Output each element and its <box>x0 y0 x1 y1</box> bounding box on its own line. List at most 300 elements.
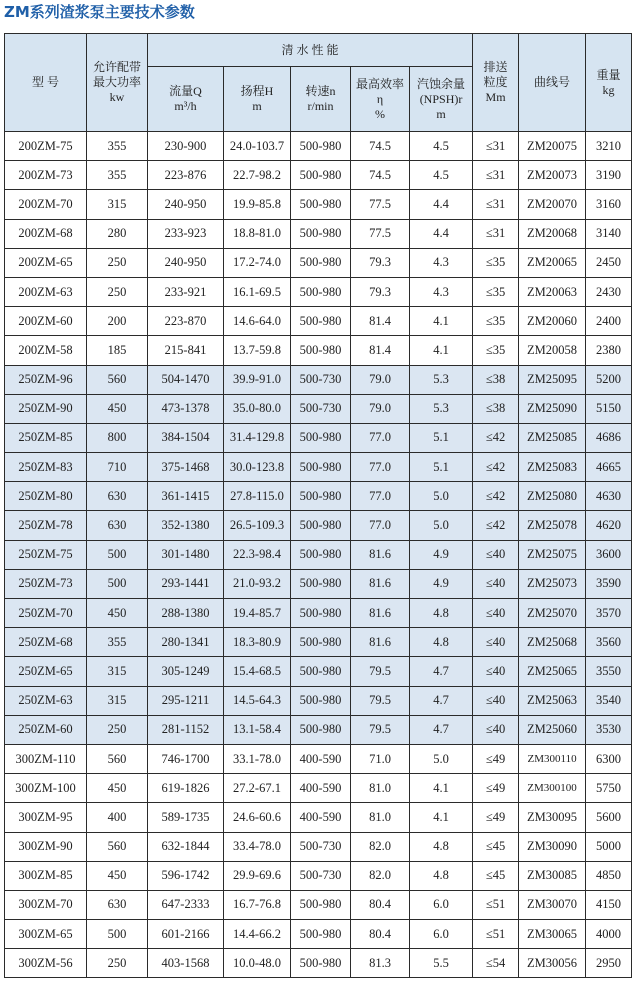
cell-head: 30.0-123.8 <box>224 453 291 482</box>
table-row <box>5 890 632 919</box>
cell-power: 500 <box>87 569 148 598</box>
table-row <box>5 161 632 190</box>
cell-npsh: 5.1 <box>410 453 473 482</box>
cell-power: 400 <box>87 803 148 832</box>
cell-curve: ZM20065 <box>519 248 586 277</box>
cell-npsh: 5.0 <box>410 511 473 540</box>
cell-flow: 295-1211 <box>148 686 224 715</box>
cell-model: 300ZM-110 <box>5 744 87 773</box>
cell-power: 355 <box>87 132 148 161</box>
header-weight-line1: 重量 <box>596 67 621 82</box>
cell-head: 26.5-109.3 <box>224 511 291 540</box>
cell-head: 21.0-93.2 <box>224 569 291 598</box>
cell-speed: 500-980 <box>291 423 351 452</box>
cell-model: 300ZM-95 <box>5 803 87 832</box>
cell-particle: ≤40 <box>473 715 519 744</box>
cell-model: 250ZM-70 <box>5 599 87 628</box>
cell-power: 185 <box>87 336 148 365</box>
cell-speed: 500-980 <box>291 453 351 482</box>
cell-curve: ZM20073 <box>519 161 586 190</box>
cell-particle: ≤38 <box>473 365 519 394</box>
table-row <box>5 861 632 890</box>
cell-npsh: 6.0 <box>410 920 473 949</box>
cell-power: 630 <box>87 482 148 511</box>
cell-model: 200ZM-60 <box>5 307 87 336</box>
header-flow <box>148 67 224 132</box>
cell-power: 560 <box>87 744 148 773</box>
cell-weight: 3210 <box>586 132 632 161</box>
cell-speed: 500-980 <box>291 890 351 919</box>
cell-efficiency: 74.5 <box>351 161 410 190</box>
cell-speed: 500-730 <box>291 861 351 890</box>
cell-efficiency: 81.4 <box>351 307 410 336</box>
header-speed-unit: r/min <box>307 99 334 113</box>
header-speed-label: 转速n <box>305 84 336 98</box>
cell-particle: ≤35 <box>473 307 519 336</box>
cell-curve: ZM25063 <box>519 686 586 715</box>
cell-efficiency: 80.4 <box>351 890 410 919</box>
cell-head: 14.5-64.3 <box>224 686 291 715</box>
table-row <box>5 628 632 657</box>
cell-flow: 281-1152 <box>148 715 224 744</box>
cell-curve: ZM25075 <box>519 540 586 569</box>
cell-model: 250ZM-90 <box>5 394 87 423</box>
table-row <box>5 132 632 161</box>
cell-curve: ZM300100 <box>519 774 586 803</box>
cell-head: 24.0-103.7 <box>224 132 291 161</box>
cell-curve: ZM30090 <box>519 832 586 861</box>
cell-particle: ≤40 <box>473 686 519 715</box>
header-particle-unit: Mm <box>485 90 506 104</box>
cell-speed: 500-980 <box>291 628 351 657</box>
table-row <box>5 307 632 336</box>
cell-head: 16.7-76.8 <box>224 890 291 919</box>
table-row <box>5 365 632 394</box>
cell-head: 22.7-98.2 <box>224 161 291 190</box>
cell-power: 250 <box>87 277 148 306</box>
cell-efficiency: 79.3 <box>351 248 410 277</box>
cell-npsh: 5.0 <box>410 744 473 773</box>
cell-efficiency: 81.6 <box>351 540 410 569</box>
cell-efficiency: 81.0 <box>351 803 410 832</box>
cell-npsh: 4.3 <box>410 248 473 277</box>
cell-model: 200ZM-75 <box>5 132 87 161</box>
header-efficiency-symbol: η <box>376 91 384 106</box>
cell-flow: 589-1735 <box>148 803 224 832</box>
cell-model: 300ZM-70 <box>5 890 87 919</box>
cell-efficiency: 82.0 <box>351 832 410 861</box>
cell-npsh: 4.1 <box>410 307 473 336</box>
cell-speed: 500-980 <box>291 949 351 978</box>
cell-weight: 2380 <box>586 336 632 365</box>
cell-npsh: 5.5 <box>410 949 473 978</box>
cell-curve: ZM25068 <box>519 628 586 657</box>
cell-curve: ZM300110 <box>519 744 586 773</box>
cell-flow: 647-2333 <box>148 890 224 919</box>
cell-particle: ≤49 <box>473 803 519 832</box>
cell-npsh: 4.8 <box>410 861 473 890</box>
cell-particle: ≤40 <box>473 540 519 569</box>
cell-power: 315 <box>87 190 148 219</box>
table-row <box>5 569 632 598</box>
cell-particle: ≤38 <box>473 394 519 423</box>
cell-model: 250ZM-63 <box>5 686 87 715</box>
cell-efficiency: 81.3 <box>351 949 410 978</box>
cell-curve: ZM30085 <box>519 861 586 890</box>
table-row <box>5 482 632 511</box>
cell-model: 250ZM-85 <box>5 423 87 452</box>
cell-power: 355 <box>87 161 148 190</box>
cell-npsh: 4.8 <box>410 832 473 861</box>
cell-efficiency: 79.5 <box>351 715 410 744</box>
table-row <box>5 599 632 628</box>
cell-curve: ZM20063 <box>519 277 586 306</box>
cell-npsh: 4.7 <box>410 686 473 715</box>
cell-npsh: 5.1 <box>410 423 473 452</box>
cell-weight: 2950 <box>586 949 632 978</box>
cell-power: 500 <box>87 540 148 569</box>
cell-power: 250 <box>87 715 148 744</box>
table-row <box>5 394 632 423</box>
cell-speed: 500-980 <box>291 161 351 190</box>
cell-flow: 596-1742 <box>148 861 224 890</box>
cell-weight: 3540 <box>586 686 632 715</box>
cell-particle: ≤40 <box>473 657 519 686</box>
cell-speed: 500-730 <box>291 394 351 423</box>
cell-curve: ZM30070 <box>519 890 586 919</box>
header-model: 型 号 <box>5 34 87 132</box>
cell-weight: 5200 <box>586 365 632 394</box>
header-curve: 曲线号 <box>519 34 586 132</box>
cell-flow: 403-1568 <box>148 949 224 978</box>
cell-flow: 223-876 <box>148 161 224 190</box>
cell-particle: ≤31 <box>473 161 519 190</box>
cell-flow: 240-950 <box>148 190 224 219</box>
cell-particle: ≤35 <box>473 248 519 277</box>
header-head-label: 扬程H <box>240 84 274 98</box>
cell-efficiency: 77.5 <box>351 219 410 248</box>
cell-power: 315 <box>87 657 148 686</box>
cell-weight: 3190 <box>586 161 632 190</box>
cell-model: 250ZM-60 <box>5 715 87 744</box>
cell-speed: 500-980 <box>291 569 351 598</box>
cell-particle: ≤31 <box>473 132 519 161</box>
cell-flow: 632-1844 <box>148 832 224 861</box>
table-row <box>5 423 632 452</box>
cell-flow: 352-1380 <box>148 511 224 540</box>
cell-weight: 3570 <box>586 599 632 628</box>
cell-model: 300ZM-90 <box>5 832 87 861</box>
cell-speed: 500-980 <box>291 219 351 248</box>
cell-particle: ≤45 <box>473 861 519 890</box>
cell-speed: 500-980 <box>291 248 351 277</box>
cell-flow: 215-841 <box>148 336 224 365</box>
cell-power: 630 <box>87 511 148 540</box>
cell-head: 18.3-80.9 <box>224 628 291 657</box>
cell-speed: 500-980 <box>291 277 351 306</box>
cell-power: 200 <box>87 307 148 336</box>
cell-power: 710 <box>87 453 148 482</box>
cell-power: 630 <box>87 890 148 919</box>
cell-particle: ≤49 <box>473 744 519 773</box>
cell-power: 560 <box>87 365 148 394</box>
header-npsh-unit: m <box>436 106 446 121</box>
header-efficiency-unit: % <box>375 106 385 121</box>
cell-flow: 293-1441 <box>148 569 224 598</box>
table-row <box>5 686 632 715</box>
cell-speed: 500-980 <box>291 482 351 511</box>
cell-head: 27.8-115.0 <box>224 482 291 511</box>
cell-efficiency: 81.0 <box>351 774 410 803</box>
cell-head: 10.0-48.0 <box>224 949 291 978</box>
cell-head: 33.1-78.0 <box>224 744 291 773</box>
cell-speed: 500-980 <box>291 657 351 686</box>
cell-particle: ≤40 <box>473 599 519 628</box>
cell-particle: ≤42 <box>473 453 519 482</box>
cell-weight: 6300 <box>586 744 632 773</box>
cell-power: 355 <box>87 628 148 657</box>
cell-speed: 500-980 <box>291 540 351 569</box>
cell-speed: 500-980 <box>291 336 351 365</box>
cell-weight: 3530 <box>586 715 632 744</box>
cell-efficiency: 79.0 <box>351 365 410 394</box>
cell-weight: 5150 <box>586 394 632 423</box>
cell-particle: ≤42 <box>473 511 519 540</box>
cell-particle: ≤49 <box>473 774 519 803</box>
cell-particle: ≤40 <box>473 628 519 657</box>
cell-particle: ≤42 <box>473 482 519 511</box>
cell-efficiency: 81.4 <box>351 336 410 365</box>
cell-power: 250 <box>87 248 148 277</box>
cell-flow: 601-2166 <box>148 920 224 949</box>
cell-curve: ZM25095 <box>519 365 586 394</box>
cell-weight: 4150 <box>586 890 632 919</box>
cell-model: 250ZM-96 <box>5 365 87 394</box>
header-power <box>87 34 148 132</box>
cell-curve: ZM25073 <box>519 569 586 598</box>
cell-npsh: 4.7 <box>410 715 473 744</box>
cell-model: 300ZM-100 <box>5 774 87 803</box>
cell-npsh: 4.7 <box>410 657 473 686</box>
table-row <box>5 511 632 540</box>
cell-efficiency: 77.0 <box>351 423 410 452</box>
cell-head: 22.3-98.4 <box>224 540 291 569</box>
cell-power: 450 <box>87 861 148 890</box>
cell-weight: 5000 <box>586 832 632 861</box>
cell-particle: ≤40 <box>473 569 519 598</box>
cell-curve: ZM25070 <box>519 599 586 628</box>
cell-model: 300ZM-56 <box>5 949 87 978</box>
cell-head: 24.6-60.6 <box>224 803 291 832</box>
cell-head: 15.4-68.5 <box>224 657 291 686</box>
cell-flow: 233-921 <box>148 277 224 306</box>
cell-particle: ≤54 <box>473 949 519 978</box>
cell-weight: 3140 <box>586 219 632 248</box>
cell-particle: ≤35 <box>473 336 519 365</box>
cell-curve: ZM20060 <box>519 307 586 336</box>
cell-model: 250ZM-78 <box>5 511 87 540</box>
header-head-unit: m <box>252 99 262 113</box>
cell-flow: 240-950 <box>148 248 224 277</box>
cell-weight: 3160 <box>586 190 632 219</box>
cell-weight: 5600 <box>586 803 632 832</box>
cell-curve: ZM25085 <box>519 423 586 452</box>
cell-particle: ≤45 <box>473 832 519 861</box>
cell-model: 200ZM-65 <box>5 248 87 277</box>
cell-speed: 500-980 <box>291 686 351 715</box>
cell-weight: 2400 <box>586 307 632 336</box>
cell-power: 280 <box>87 219 148 248</box>
cell-efficiency: 77.5 <box>351 190 410 219</box>
cell-weight: 5750 <box>586 774 632 803</box>
cell-curve: ZM30065 <box>519 920 586 949</box>
cell-model: 250ZM-68 <box>5 628 87 657</box>
cell-model: 200ZM-70 <box>5 190 87 219</box>
cell-npsh: 4.1 <box>410 336 473 365</box>
cell-power: 315 <box>87 686 148 715</box>
cell-efficiency: 79.3 <box>351 277 410 306</box>
cell-flow: 233-923 <box>148 219 224 248</box>
table-row <box>5 744 632 773</box>
cell-head: 33.4-78.0 <box>224 832 291 861</box>
cell-model: 250ZM-75 <box>5 540 87 569</box>
cell-weight: 2450 <box>586 248 632 277</box>
cell-power: 450 <box>87 394 148 423</box>
header-power-line1: 允许配带 <box>92 60 141 74</box>
cell-flow: 223-870 <box>148 307 224 336</box>
cell-particle: ≤31 <box>473 190 519 219</box>
cell-weight: 4000 <box>586 920 632 949</box>
cell-curve: ZM20058 <box>519 336 586 365</box>
header-flow-label: 流量Q <box>169 84 202 98</box>
cell-npsh: 5.3 <box>410 365 473 394</box>
table-body <box>5 132 632 978</box>
cell-flow: 504-1470 <box>148 365 224 394</box>
cell-head: 27.2-67.1 <box>224 774 291 803</box>
cell-head: 16.1-69.5 <box>224 277 291 306</box>
cell-flow: 746-1700 <box>148 744 224 773</box>
header-flow-unit: m³/h <box>174 99 197 113</box>
cell-efficiency: 77.0 <box>351 511 410 540</box>
cell-npsh: 4.1 <box>410 803 473 832</box>
cell-npsh: 4.4 <box>410 219 473 248</box>
cell-npsh: 4.9 <box>410 569 473 598</box>
table-row <box>5 774 632 803</box>
cell-curve: ZM25060 <box>519 715 586 744</box>
cell-model: 300ZM-65 <box>5 920 87 949</box>
cell-model: 250ZM-73 <box>5 569 87 598</box>
cell-npsh: 4.5 <box>410 132 473 161</box>
header-clear-water: 清 水 性 能 <box>148 34 473 67</box>
cell-head: 18.8-81.0 <box>224 219 291 248</box>
cell-efficiency: 74.5 <box>351 132 410 161</box>
cell-efficiency: 81.6 <box>351 599 410 628</box>
cell-particle: ≤51 <box>473 920 519 949</box>
cell-flow: 384-1504 <box>148 423 224 452</box>
cell-particle: ≤42 <box>473 423 519 452</box>
cell-curve: ZM25080 <box>519 482 586 511</box>
cell-power: 500 <box>87 920 148 949</box>
cell-curve: ZM30095 <box>519 803 586 832</box>
cell-flow: 280-1341 <box>148 628 224 657</box>
cell-speed: 500-980 <box>291 307 351 336</box>
cell-head: 14.4-66.2 <box>224 920 291 949</box>
cell-head: 13.1-58.4 <box>224 715 291 744</box>
cell-efficiency: 79.0 <box>351 394 410 423</box>
cell-head: 39.9-91.0 <box>224 365 291 394</box>
table-row <box>5 540 632 569</box>
cell-efficiency: 77.0 <box>351 482 410 511</box>
cell-curve: ZM20070 <box>519 190 586 219</box>
header-efficiency <box>351 67 410 132</box>
cell-head: 35.0-80.0 <box>224 394 291 423</box>
cell-head: 29.9-69.6 <box>224 861 291 890</box>
cell-efficiency: 71.0 <box>351 744 410 773</box>
cell-model: 250ZM-83 <box>5 453 87 482</box>
cell-speed: 500-980 <box>291 599 351 628</box>
cell-model: 200ZM-73 <box>5 161 87 190</box>
cell-weight: 3550 <box>586 657 632 686</box>
cell-npsh: 4.3 <box>410 277 473 306</box>
table-row <box>5 920 632 949</box>
cell-flow: 375-1468 <box>148 453 224 482</box>
cell-weight: 2430 <box>586 277 632 306</box>
cell-weight: 4630 <box>586 482 632 511</box>
cell-flow: 305-1249 <box>148 657 224 686</box>
table-row <box>5 949 632 978</box>
cell-npsh: 4.9 <box>410 540 473 569</box>
cell-npsh: 4.4 <box>410 190 473 219</box>
cell-flow: 361-1415 <box>148 482 224 511</box>
cell-npsh: 4.1 <box>410 774 473 803</box>
table-row <box>5 832 632 861</box>
cell-efficiency: 80.4 <box>351 920 410 949</box>
cell-model: 300ZM-85 <box>5 861 87 890</box>
cell-efficiency: 82.0 <box>351 861 410 890</box>
cell-curve: ZM25090 <box>519 394 586 423</box>
cell-head: 19.9-85.8 <box>224 190 291 219</box>
table-row <box>5 248 632 277</box>
cell-speed: 500-980 <box>291 132 351 161</box>
cell-efficiency: 81.6 <box>351 569 410 598</box>
cell-efficiency: 81.6 <box>351 628 410 657</box>
cell-speed: 500-980 <box>291 511 351 540</box>
header-particle <box>473 34 519 132</box>
page-title: ZM系列渣浆泵主要技术参数 <box>4 3 195 21</box>
header-power-line2: 最大功率 <box>92 75 141 89</box>
table-row <box>5 453 632 482</box>
cell-npsh: 4.8 <box>410 628 473 657</box>
header-npsh-symbol: (NPSH)r <box>419 91 463 106</box>
cell-speed: 500-980 <box>291 190 351 219</box>
cell-flow: 230-900 <box>148 132 224 161</box>
cell-flow: 473-1378 <box>148 394 224 423</box>
cell-speed: 500-730 <box>291 832 351 861</box>
header-head <box>224 67 291 132</box>
cell-flow: 301-1480 <box>148 540 224 569</box>
spec-table <box>4 33 632 978</box>
cell-head: 19.4-85.7 <box>224 599 291 628</box>
cell-head: 31.4-129.8 <box>224 423 291 452</box>
header-efficiency-label: 最高效率 <box>355 76 404 91</box>
cell-efficiency: 79.5 <box>351 686 410 715</box>
cell-curve: ZM20075 <box>519 132 586 161</box>
header-weight-unit: kg <box>602 82 615 97</box>
cell-curve: ZM25065 <box>519 657 586 686</box>
header-weight <box>586 34 632 132</box>
cell-weight: 4850 <box>586 861 632 890</box>
cell-power: 250 <box>87 949 148 978</box>
